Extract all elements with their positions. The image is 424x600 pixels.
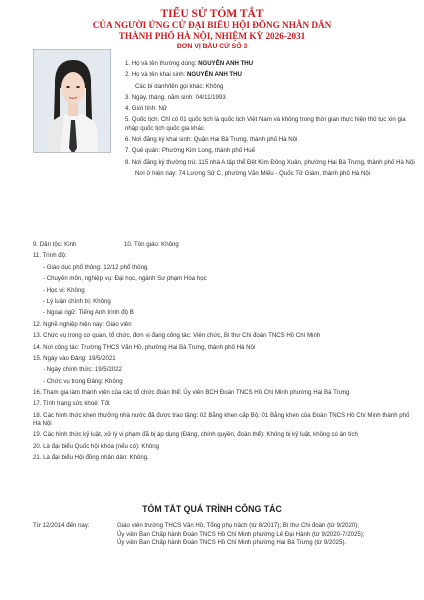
item-5-nationality: 5. Quốc tịch: Chỉ có 01 quốc tịch là quốc tịch Việt Nam và không trong thời gian thực hiện thủ tục xin gia nhập quốc tịch quốc gia khác [125,116,406,132]
item-19-discipline: 19. Các hình thức kỷ luật, xử lý vi phạm đã bị áp dụng (Đảng, chính quyền, đoàn thể): Không bị kỷ luật, không có án tích [33,431,358,439]
work-description [117,522,413,548]
item-16-organizations: 16. Tham gia làm thành viên của các tổ chức đoàn thể: Ủy viên BCH Đoàn TNCS Hồ Chí Minh phường Hai Bà Trưng [33,389,350,397]
details-block [33,241,413,466]
work-line-2: Ủy viên Ban Chấp hành Đoàn TNCS Hồ Chí Minh phường Lê Đại Hành (từ 9/2020-7/2025); [117,530,365,538]
header [0,8,424,51]
work-history [33,522,413,548]
item-11b: - Chuyên môn, nghiệp vụ: Đại học, ngành Sư phạm Hóa học [43,275,207,283]
item-1 [125,60,415,68]
item-8-residence: 8. Nơi đăng ký thường trú: 115 nhà A tập thể Đệt Kim Đông Xuân, phường Hai Bà Trưng, thành phố Hà Nội [125,158,415,166]
current-address: Nơi ở hiện nay: 74 Lương Sử C, phường Văn Miếu - Quốc Tử Giám, thành phố Hà Nội [135,169,371,177]
item-2-label: 2. Họ và tên khai sinh: [125,71,186,79]
item-15a: - Ngày chính thức: 19/5/2022 [43,366,122,374]
work-period: Từ 12/2014 đến nay: [33,522,90,529]
candidate-photo [33,49,111,153]
title-line-2: THÀNH PHỐ HÀ NỘI, NHIỆM KỲ 2026-2031 [118,30,306,41]
item-11-education: 11. Trình độ: [33,252,67,260]
work-line-1: Giáo viên trường THCS Văn Hồ; Tổng phụ trách (từ 8/2017); Bí thư Chi đoàn (từ 9/2020); [117,522,359,529]
item-6-birth-registration: 6. Nơi đăng ký khai sinh: Quận Hai Bà Trưng, thành phố Hà Nội [125,135,298,143]
item-15-party-date: 15. Ngày vào Đảng: 19/5/2021 [33,354,116,362]
item-11e: - Ngoại ngữ: Tiếng Anh trình độ B [43,309,134,317]
item-17-health: 17. Tình trạng sức khoẻ: Tốt [33,400,110,408]
electoral-unit: ĐƠN VỊ BẦU CỬ SỐ 3 [176,43,248,50]
item-12-occupation: 12. Nghề nghiệp hiện nay: Giáo viên [33,320,132,328]
item-9-10 [33,241,413,249]
document-title: TIỂU SỬ TÓM TẮT [160,8,264,20]
work-history-title: TÓM TẮT QUÁ TRÌNH CÔNG TÁC [142,504,282,514]
common-name: NGUYỄN ANH THU [198,60,254,67]
item-11c: - Học vị: Không [43,286,85,294]
item-21-council: 21. Là đại biểu Hội đồng nhân dân: Không. [33,454,149,462]
item-11d: - Lý luận chính trị: Không [43,297,111,305]
item-3-birthdate: 3. Ngày, tháng, năm sinh: 04/11/1993 [125,93,226,101]
item-1-label: 1. Họ và tên thường dùng: [125,60,197,67]
alias: Các bí danh/tên gọi khác: Không [135,82,224,90]
item-10-religion: 10. Tôn giáo: Không [124,241,179,248]
title-line-1: CỦA NGƯỜI ỨNG CỬ ĐẠI BIỂU HỘI ĐỒNG NHÂN DÂN [92,20,332,30]
item-11a: - Giáo dục phổ thông: 12/12 phổ thông [43,263,148,271]
work-line-3: Ủy viên Ban Chấp hành Đoàn TNCS Hồ Chí Minh phường Hai Bà Trưng (từ 9/2025). [117,539,347,547]
item-2 [125,71,415,79]
item-18-awards: 18. Các hình thức khen thưởng nhà nước đã được trao tặng: 02 Bằng khen cấp Bộ; 01 Bằng khen của Đoàn TNCS Hồ Chí Minh thành phố Hà Nội [33,411,410,428]
item-7-hometown: 7. Quê quán: Phường Kim Long, thành phố Huế [125,147,256,155]
personal-info-block [125,60,415,181]
item-14-workplace: 14. Nơi công tác: Trường THCS Văn Hồ, phường Hai Bà Trưng, thành phố Hà Nội [33,343,256,351]
item-13-position: 13. Chức vụ trong cơ quan, tổ chức, đơn vị đang công tác: Viên chức, Bí thư Chi đoàn TNCS Hồ Chí Minh [33,332,321,340]
item-20-national-assembly: 20. Là đại biểu Quốc hội khóa (nếu có): Không [33,442,160,450]
birth-name: NGUYỄN ANH THU [187,71,242,79]
item-4-gender: 4. Giới tính: Nữ [125,105,167,113]
item-15b: - Chức vụ trong Đảng: Không [43,377,123,385]
item-9-ethnicity: 9. Dân tộc: Kinh [33,241,77,248]
